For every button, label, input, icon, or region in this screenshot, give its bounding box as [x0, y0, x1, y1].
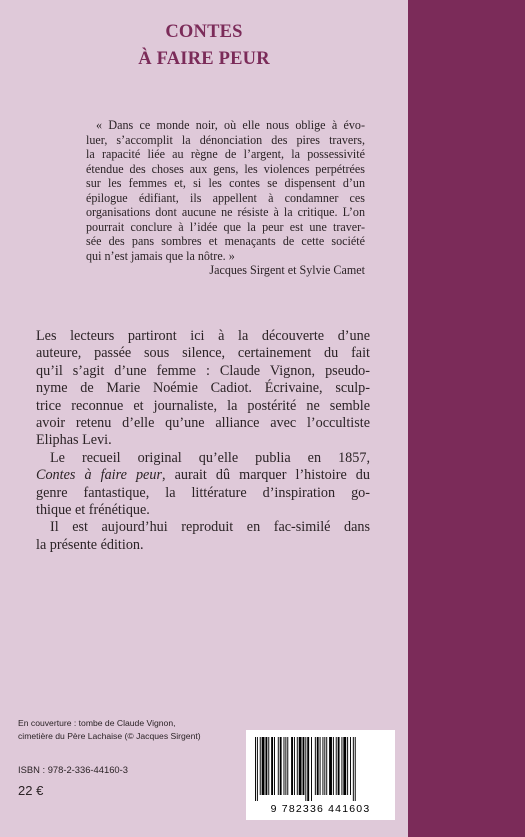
barcode-bar — [315, 737, 316, 795]
barcode-bar — [347, 737, 348, 795]
back-cover-quote — [86, 118, 365, 263]
barcode-bar — [284, 737, 285, 795]
blurb-line: genre fantastique, la littérature d’inspiration go- — [36, 484, 370, 501]
cover-credit — [18, 717, 201, 742]
barcode-bar — [324, 737, 325, 795]
quote-line: organisations dont aucune ne résiste à la critique. L’on — [86, 205, 365, 219]
quote-line: pourrait conclure à l’idée que la peur est une traver- — [86, 219, 365, 234]
blurb-line: la présente édition. — [36, 536, 144, 553]
barcode-bar — [343, 737, 346, 795]
barcode-bar — [294, 737, 295, 795]
quote-attribution: Jacques Sirgent et Sylvie Camet — [209, 263, 365, 277]
barcode-bar — [329, 737, 332, 795]
barcode-bar — [322, 737, 323, 795]
barcode-bar — [311, 737, 312, 801]
blurb-fragment: , aurait dû marquer l’histoire du — [161, 467, 370, 484]
spine-band — [408, 0, 525, 837]
barcode-bar — [268, 737, 269, 795]
barcode-bar — [317, 737, 319, 795]
book-title-line2: À FAIRE PEUR — [138, 49, 270, 69]
barcode-bar — [280, 737, 282, 795]
isbn-text: ISBN : 978-2-336-44160-3 — [18, 764, 128, 775]
barcode-bar — [287, 737, 288, 795]
barcode-bar — [303, 737, 305, 795]
quote-line: épilogue édifiant, ils appellent à condamner ces — [86, 190, 365, 205]
barcode-icon — [253, 737, 388, 803]
blurb-line: nyme de Marie Noémie Cadiot. Écrivaine, sculp- — [36, 380, 370, 397]
book-title-line1: CONTES — [165, 22, 243, 42]
blurb-line: auteure, passée sous silence, certainement du fait — [36, 345, 370, 362]
blurb-line: thique et frénétique. — [36, 502, 150, 519]
quote-line: sée des pans sombres et menaçants de cette société — [86, 234, 365, 248]
quote-line: luer, s’accomplit la dénonciation des pires travers, — [86, 132, 365, 147]
blurb-line: trice reconnue et journaliste, la postérité ne semble — [36, 397, 370, 414]
barcode-bar — [257, 737, 258, 801]
barcode-bar — [271, 737, 273, 795]
blurb-text — [36, 328, 370, 554]
cover-credit-line1: En couverture : tombe de Claude Vignon, — [18, 718, 176, 728]
barcode-bar — [274, 737, 275, 795]
quote-line: « Dans ce monde noir, où elle nous oblige à évo- — [96, 118, 365, 132]
blurb-line: Le recueil original qu’elle publia en 1857, — [50, 449, 370, 466]
blurb-line: Les lecteurs partiront ici à la découverte d’une — [36, 328, 370, 344]
barcode-bar — [341, 737, 342, 795]
barcode-bar — [305, 737, 306, 801]
barcode-bar — [260, 737, 261, 795]
barcode-bar — [285, 737, 286, 795]
barcode-bar — [326, 737, 327, 795]
barcode-bar — [353, 737, 354, 801]
barcode-digits: 9 782336 441603 — [270, 803, 371, 815]
barcode — [246, 730, 395, 820]
barcode-bar — [307, 737, 309, 801]
barcode-bar — [265, 737, 267, 795]
barcode-bar — [299, 737, 302, 795]
blurb-line: qu’il s’agit d’une femme : Claude Vignon, pseudo- — [36, 362, 370, 379]
quote-line: étendue des choses aux gens, les violences perpétrées — [86, 161, 365, 176]
blurb-line: Il est aujourd’hui reproduit en fac-similé dans — [50, 519, 370, 536]
quote-line: sur les femmes et, si les contes se dispensent d’un — [86, 176, 365, 190]
barcode-bar — [350, 737, 351, 795]
barcode-bar — [320, 737, 321, 795]
barcode-bar — [355, 737, 356, 801]
barcode-bar — [262, 737, 265, 795]
cover-credit-line2: cimetière du Père Lachaise (© Jacques Sirgent) — [18, 730, 201, 741]
barcode-bar — [333, 737, 334, 795]
barcode-bar — [297, 737, 298, 795]
blurb-line: avoir retenu d’elle qu’une alliance avec l’occultiste — [36, 415, 370, 432]
barcode-bar — [336, 737, 337, 795]
book-title-italic: Contes à faire peur — [36, 467, 162, 484]
barcode-bar — [291, 737, 293, 795]
blurb-line: Eliphas Levi. — [36, 432, 112, 449]
barcode-bar — [338, 737, 340, 795]
barcode-bar — [255, 737, 256, 801]
quote-line: la rapacité liée au règne de l’argent, la possessivité — [86, 147, 365, 161]
quote-line: qui n’est jamais que la nôtre. » — [86, 248, 235, 263]
barcode-bar — [278, 737, 279, 795]
blurb-line — [36, 467, 370, 484]
price-text: 22 € — [18, 783, 44, 798]
